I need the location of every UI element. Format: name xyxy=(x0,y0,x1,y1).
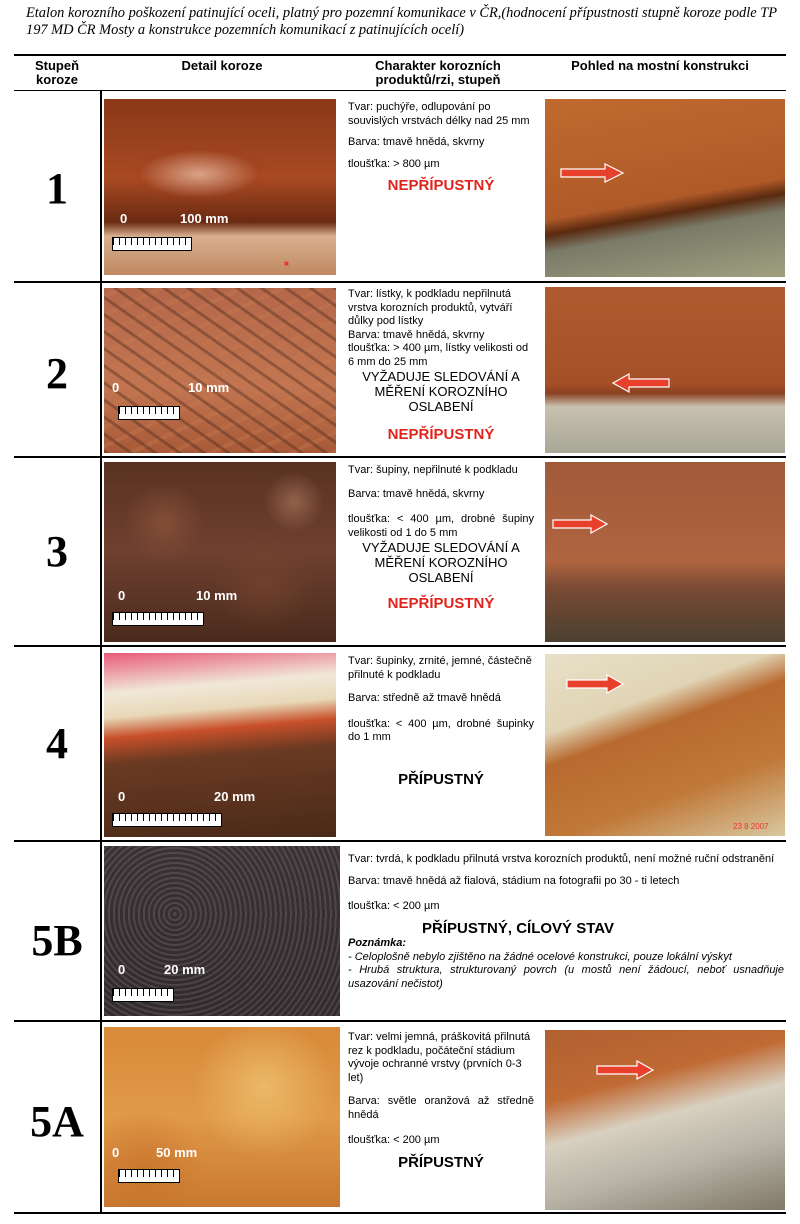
scale-zero: 0 xyxy=(112,1145,120,1160)
corrosion-description xyxy=(348,101,534,201)
scale-label: 100 mm xyxy=(180,211,229,226)
color-text: Barva: tmavě hnědá, skvrny xyxy=(348,487,485,500)
shape-text: Tvar: velmi jemná, práškovitá přilnutá rez k podkladu, počáteční stádium vývoje ochranné vrstvy (prvních 0-3 let) xyxy=(348,1031,531,1084)
corrosion-description xyxy=(348,464,534,619)
scale-label: 50 mm xyxy=(156,1145,198,1160)
thickness-text: tloušťka: > 400 µm, lístky velikosti od 6 mm do 25 mm xyxy=(348,342,529,368)
color-text: Barva: světle oranžová až středně hnědá xyxy=(348,1095,534,1121)
corrosion-description xyxy=(348,1031,534,1177)
header-character-line1: Charakter korozních xyxy=(375,58,501,73)
monitoring-note: VYŽADUJE SLEDOVÁNÍ A MĚŘENÍ KOROZNÍHO OSLABENÍ xyxy=(362,540,520,585)
arrow-icon xyxy=(565,674,625,694)
bridge-view-photo xyxy=(545,287,785,453)
header-detail: Detail koroze xyxy=(181,58,263,73)
note-label: Poznámka: xyxy=(348,937,407,949)
corrosion-description xyxy=(348,853,784,991)
shape-text: Tvar: lístky, k podkladu nepřilnutá vrstva korozních produktů, vytváří důlky pod lístky xyxy=(348,288,513,327)
corrosion-description xyxy=(348,288,534,450)
bridge-view-photo xyxy=(545,462,785,642)
grade-label: 4 xyxy=(46,719,68,768)
verdict-not-allowed: NEPŘÍPUSTNÝ xyxy=(387,177,495,194)
shape-text: Tvar: šupiny, nepřilnuté k podkladu xyxy=(348,464,518,476)
thickness-text: tloušťka: < 400 µm, drobné šupiny velikosti od 1 do 5 mm xyxy=(348,513,534,539)
scale-ruler xyxy=(112,988,174,1002)
row-separator xyxy=(14,1020,786,1022)
verdict-not-allowed: NEPŘÍPUSTNÝ xyxy=(387,426,495,443)
bridge-view-photo xyxy=(545,1030,785,1210)
scale-ruler xyxy=(112,237,192,251)
note-line: - Celoplošně nebylo zjištěno na žádné ocelové konstrukci, pouze lokální výskyt xyxy=(348,950,732,963)
grade-label: 1 xyxy=(46,164,68,213)
corrosion-detail-photo xyxy=(104,846,340,1016)
scale-zero: 0 xyxy=(118,588,126,603)
thickness-text: tloušťka: < 200 µm xyxy=(348,900,440,912)
header-grade-line1: Stupeň xyxy=(34,58,80,73)
scale-ruler xyxy=(112,813,222,827)
verdict-allowed: PŘÍPUSTNÝ xyxy=(398,770,484,788)
arrow-icon xyxy=(551,514,609,534)
scale-ruler xyxy=(118,1169,180,1183)
scale-label: 20 mm xyxy=(164,962,206,977)
column-divider xyxy=(100,90,102,1214)
header-grade-line2: koroze xyxy=(36,72,78,87)
header-bottom-rule xyxy=(14,90,786,91)
grade-label: 5A xyxy=(30,1097,84,1146)
document-title: Etalon korozního poškození patinující oceli, platný pro pozemní komunikace v ČR,(hodnocení přípustnosti stupně koroze podle TP 197 MD ČR Mosty a konstrukce pozemních komunikací z patinujících ocelí) xyxy=(26,5,777,38)
thickness-text: tloušťka: < 200 µm xyxy=(348,1134,440,1146)
scale-label: 10 mm xyxy=(196,588,238,603)
header-view: Pohled na mostní konstrukci xyxy=(571,58,749,73)
shape-text: Tvar: puchýře, odlupování po souvislých vrstvách délky nad 25 mm xyxy=(348,101,530,127)
verdict-not-allowed: NEPŘÍPUSTNÝ xyxy=(387,595,495,612)
grade-label: 2 xyxy=(46,349,68,398)
scale-zero: 0 xyxy=(120,211,128,226)
bridge-view-photo xyxy=(545,654,785,836)
color-text: Barva: tmavě hnědá až fialová, stádium na fotografii po 30 - ti letech xyxy=(348,874,680,887)
row-separator xyxy=(14,456,786,458)
color-text: Barva: tmavě hnědá, skvrny xyxy=(348,328,485,341)
note-line: - Hrubá struktura, strukturovaný povrch (u mostů není žádoucí, neboť usnadňuje usazování nečistot) xyxy=(348,964,784,990)
scale-ruler xyxy=(112,612,204,626)
scale-zero: 0 xyxy=(112,380,120,395)
row-separator xyxy=(14,840,786,842)
scale-zero: 0 xyxy=(118,962,126,977)
header-character xyxy=(340,59,536,87)
bridge-view-photo xyxy=(545,99,785,277)
corrosion-description xyxy=(348,655,534,794)
verdict-allowed: PŘÍPUSTNÝ xyxy=(398,1153,484,1171)
arrow-icon xyxy=(595,1060,655,1080)
scale-label: 10 mm xyxy=(188,380,230,395)
color-text: Barva: středně až tmavě hnědá xyxy=(348,692,501,704)
corrosion-detail-photo xyxy=(104,288,336,453)
corrosion-detail-photo xyxy=(104,462,336,642)
shape-text: Tvar: šupinky, zrnité, jemné, částečně přilnuté k podkladu xyxy=(348,655,532,681)
row-separator xyxy=(14,281,786,283)
row-separator xyxy=(14,1212,786,1214)
scale-label: 20 mm xyxy=(214,789,256,804)
color-text: Barva: tmavě hnědá, skvrny xyxy=(348,136,485,148)
date-stamp: ■ xyxy=(284,259,289,268)
arrow-icon xyxy=(559,163,625,183)
thickness-text: tloušťka: > 800 µm xyxy=(348,157,440,170)
row-separator xyxy=(14,645,786,647)
arrow-icon xyxy=(611,373,671,393)
thickness-text: tloušťka: < 400 µm, drobné šupinky do 1 mm xyxy=(348,717,534,743)
header-grade xyxy=(14,59,100,87)
header-top-rule xyxy=(14,54,786,56)
grade-label: 5B xyxy=(31,916,83,965)
verdict-allowed: PŘÍPUSTNÝ, CÍLOVÝ STAV xyxy=(422,919,614,937)
corrosion-detail-photo xyxy=(104,653,336,837)
monitoring-note: VYŽADUJE SLEDOVÁNÍ A MĚŘENÍ KOROZNÍHO OSLABENÍ xyxy=(362,369,520,414)
corrosion-detail-photo xyxy=(104,1027,340,1207)
shape-text: Tvar: tvrdá, k podkladu přilnutá vrstva korozních produktů, není možné ruční odstranění xyxy=(348,853,775,865)
corrosion-detail-photo xyxy=(104,99,336,275)
scale-ruler xyxy=(118,406,180,420)
header-character-line2: produktů/rzi, stupeň xyxy=(375,72,501,87)
scale-zero: 0 xyxy=(118,789,126,804)
date-stamp: 23 8 2007 xyxy=(733,822,769,831)
grade-label: 3 xyxy=(46,527,68,576)
